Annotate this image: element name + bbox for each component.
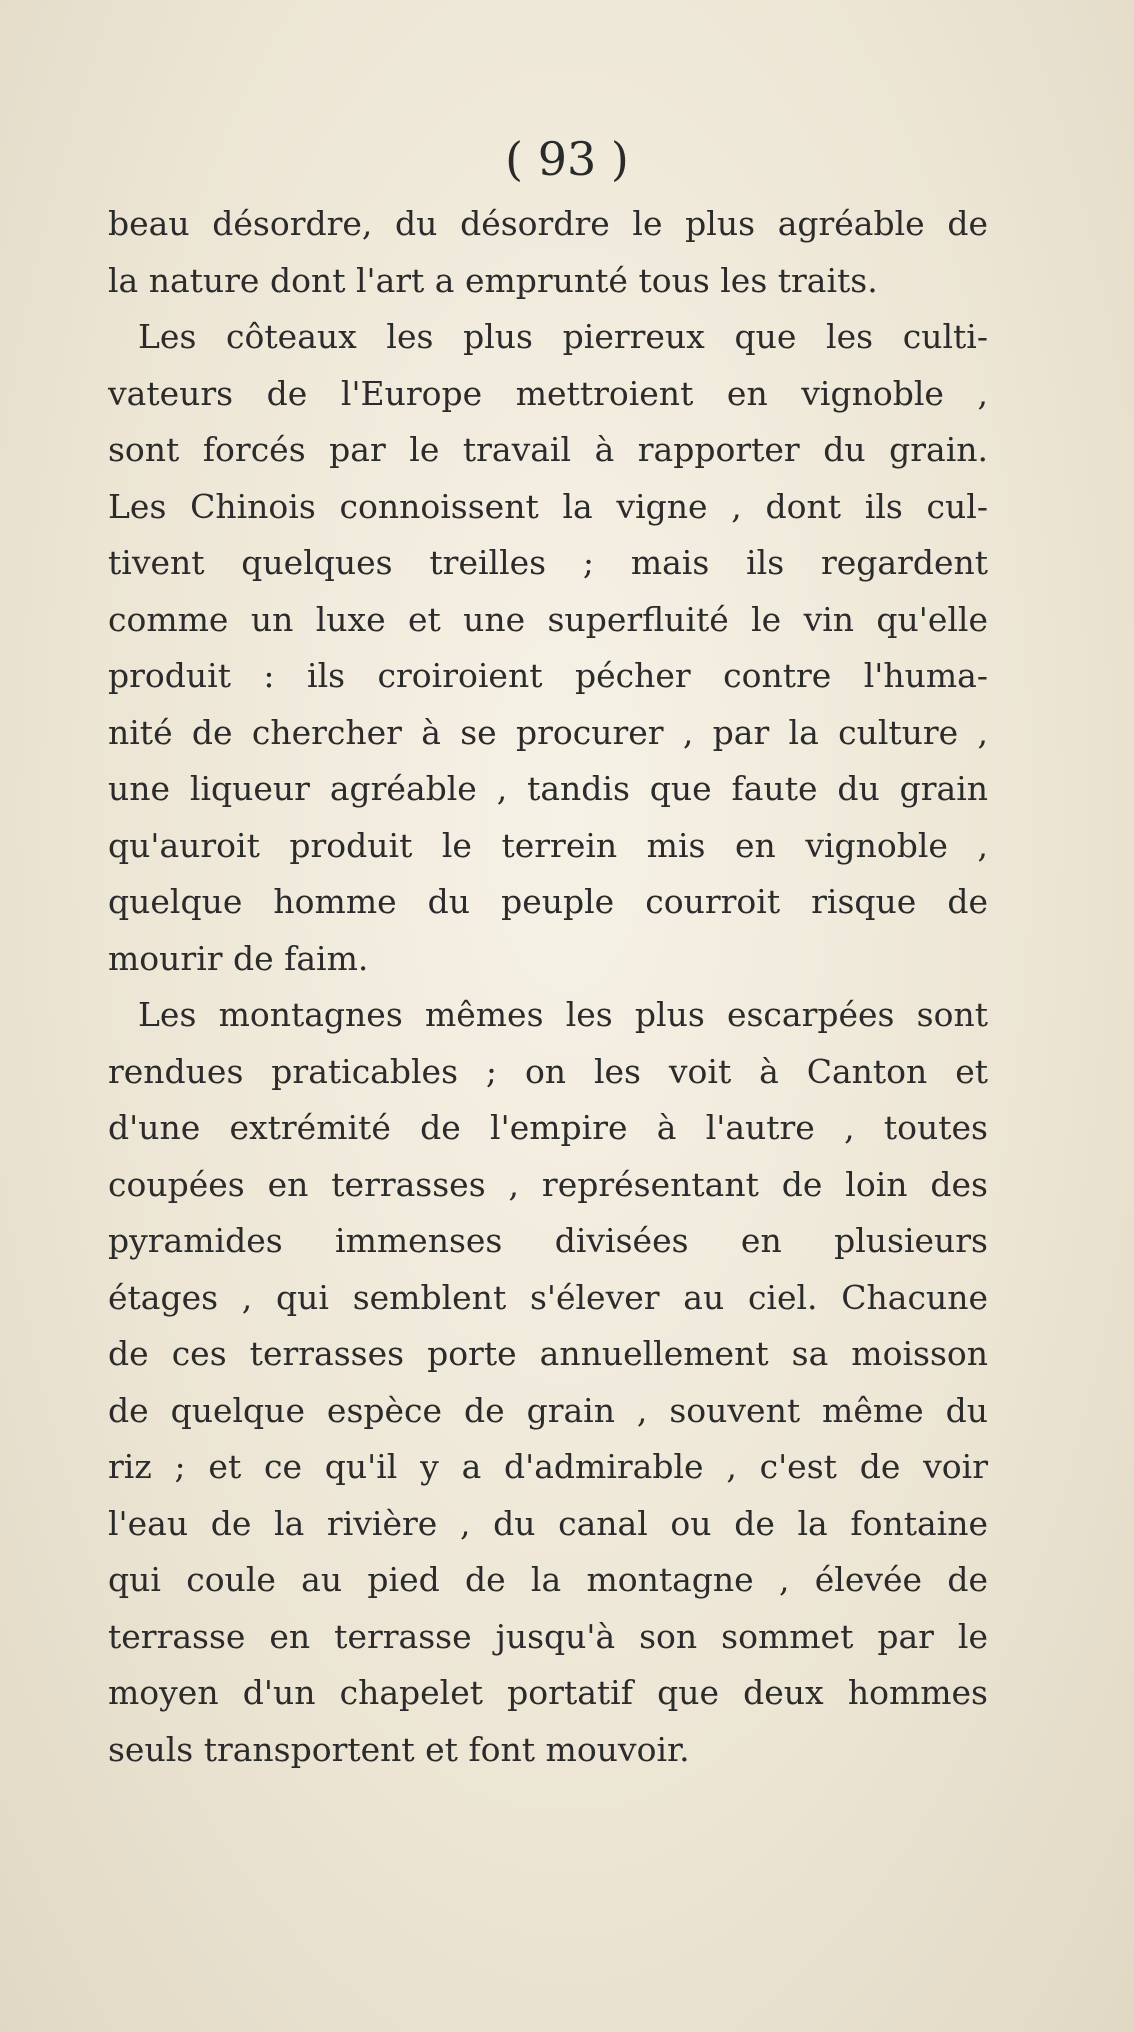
text-line: coupées en terrasses , représentant de loin des bbox=[108, 1164, 988, 1204]
body-text bbox=[108, 196, 988, 1778]
text-line: Les montagnes mêmes les plus escarpées sont bbox=[138, 995, 988, 1034]
text-line: produit : ils croiroient pécher contre l'huma- bbox=[108, 656, 988, 695]
text-line: de ces terrasses porte annuellement sa moisson bbox=[108, 1334, 988, 1373]
text-line: de quelque espèce de grain , souvent même du bbox=[108, 1390, 988, 1430]
text-line: Les Chinois connoissent la vigne , dont ils cul- bbox=[108, 486, 988, 526]
text-line: mourir de faim. bbox=[108, 938, 369, 978]
text-line: comme un luxe et une superfluité le vin qu'elle bbox=[108, 599, 988, 639]
text-line: étages , qui semblent s'élever au ciel. Chacune bbox=[108, 1277, 988, 1317]
text-line: la nature dont l'art a emprunté tous les traits. bbox=[108, 260, 878, 300]
text-line: tivent quelques treilles ; mais ils regardent bbox=[108, 543, 988, 582]
text-line: moyen d'un chapelet portatif que deux hommes bbox=[108, 1673, 988, 1712]
text-line: sont forcés par le travail à rapporter du grain. bbox=[108, 430, 988, 469]
text-line: une liqueur agréable , tandis que faute du grain bbox=[108, 769, 988, 808]
paragraph bbox=[108, 196, 988, 309]
text-line: qu'auroit produit le terrein mis en vignoble , bbox=[108, 825, 988, 865]
text-line: beau désordre, du désordre le plus agréable de bbox=[108, 204, 988, 243]
page-number: ( 93 ) bbox=[505, 132, 629, 186]
text-line: terrasse en terrasse jusqu'à son sommet par le bbox=[108, 1616, 988, 1656]
paragraph bbox=[108, 309, 988, 987]
text-line: nité de chercher à se procurer , par la culture , bbox=[108, 712, 988, 752]
paragraph bbox=[108, 987, 988, 1778]
text-line: d'une extrémité de l'empire à l'autre , toutes bbox=[108, 1108, 988, 1147]
text-line: quelque homme du peuple courroit risque de bbox=[108, 882, 988, 921]
text-line: qui coule au pied de la montagne , élevée de bbox=[108, 1560, 988, 1599]
text-line: l'eau de la rivière , du canal ou de la fontaine bbox=[108, 1503, 988, 1543]
text-line: pyramides immenses divisées en plusieurs bbox=[108, 1221, 988, 1260]
text-line: rendues praticables ; on les voit à Canton et bbox=[108, 1051, 988, 1091]
text-line: riz ; et ce qu'il y a d'admirable , c'est de voir bbox=[108, 1447, 988, 1486]
text-line: seuls transportent et font mouvoir. bbox=[108, 1729, 690, 1769]
text-line: vateurs de l'Europe mettroient en vignoble , bbox=[108, 373, 988, 413]
text-line: Les côteaux les plus pierreux que les culti- bbox=[138, 317, 988, 356]
